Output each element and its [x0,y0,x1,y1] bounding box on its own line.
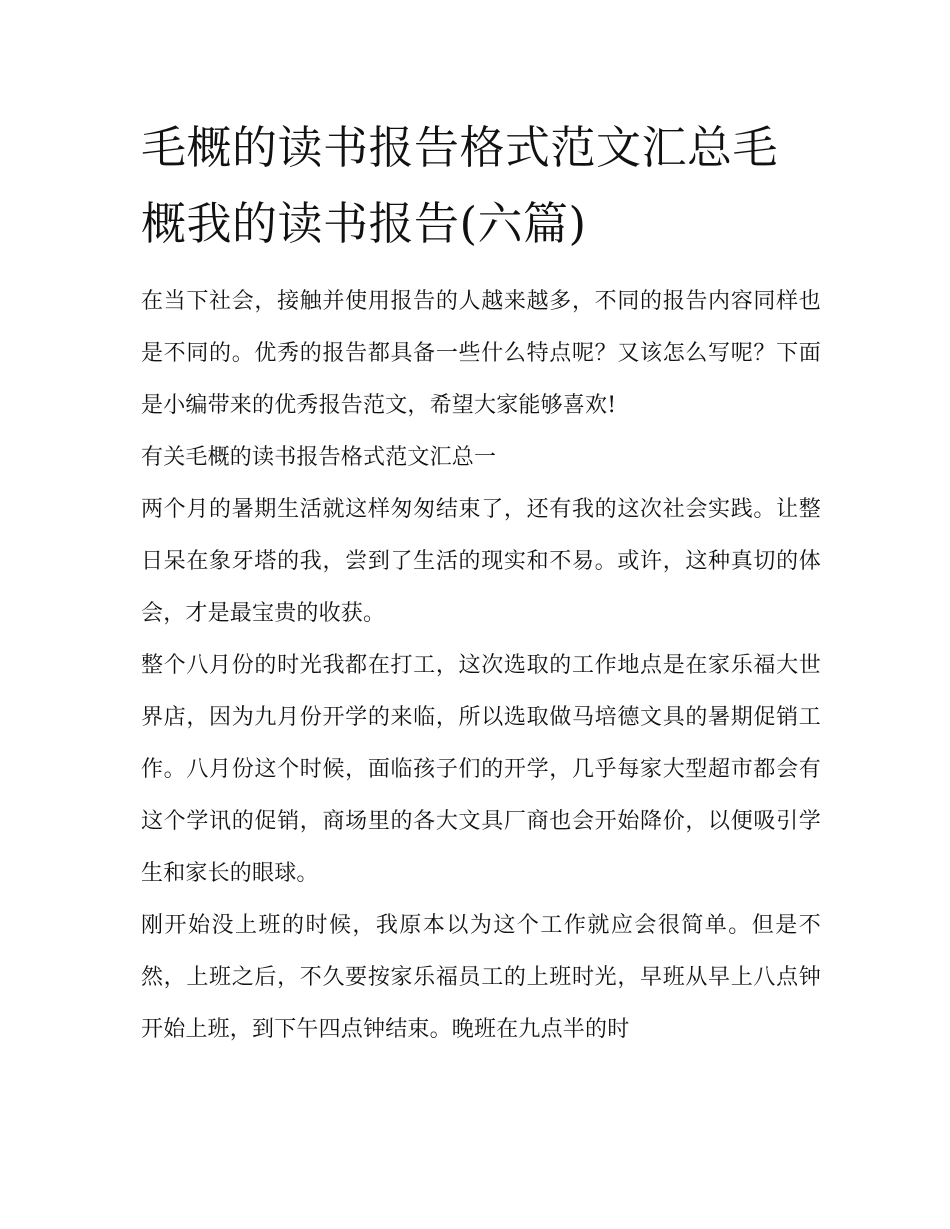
body-paragraph: 两个月的暑期生活就这样匆匆结束了，还有我的这次社会实践。让整日呆在象牙塔的我，尝到了生活的现实和不易。或许，这种真切的体会，才是最宝贵的收获。 [141,497,821,626]
document-title: 毛概的读书报告格式范文汇总毛概我的读书报告(六篇) [141,121,779,250]
body-paragraph: 刚开始没上班的时候，我原本以为这个工作就应会很简单。但是不然，上班之后，不久要按家乐福员工的上班时光，早班从早上八点钟开始上班，到下午四点钟结束。晚班在九点半的时 [141,913,821,1042]
intro-paragraph: 在当下社会，接触并使用报告的人越来越多，不同的报告内容同样也是不同的。优秀的报告都具备一些什么特点呢？又该怎么写呢？下面是小编带来的优秀报告范文，希望大家能够喜欢! [141,289,821,418]
body-paragraph: 整个八月份的时光我都在打工，这次选取的工作地点是在家乐福大世界店，因为九月份开学的来临，所以选取做马培德文具的暑期促销工作。八月份这个时候，面临孩子们的开学，几乎每家大型超市都会有这个学讯的促销，商场里的各大文具厂商也会开始降价，以便吸引学生和家长的眼球。 [141,653,821,886]
section-heading: 有关毛概的读书报告格式范文汇总一 [141,445,497,470]
document-page [141,110,821,1056]
